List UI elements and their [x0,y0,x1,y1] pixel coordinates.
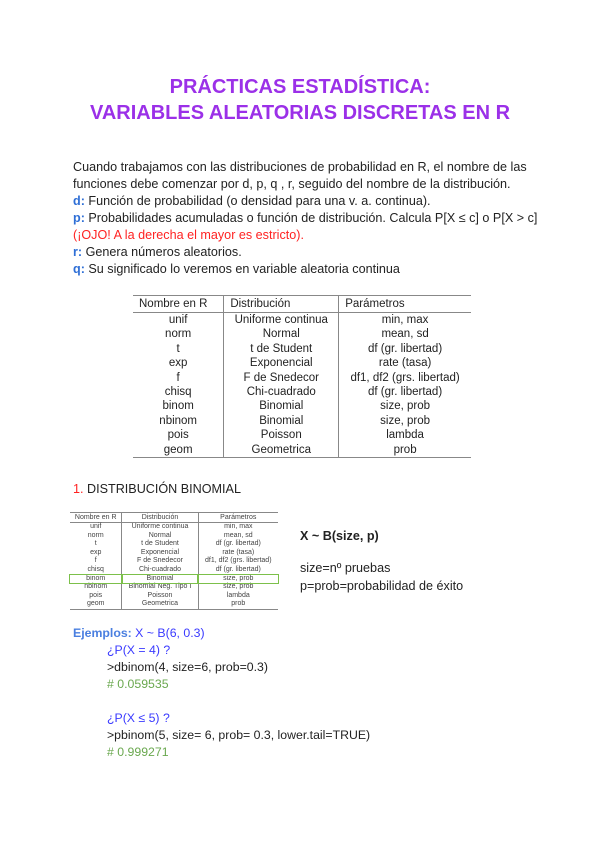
table-cell: unif [90,523,102,530]
table-cell: F de Snedecor [122,557,198,566]
table-row [70,549,278,558]
table-row [133,443,471,458]
column-header: Nombre en R [70,513,122,523]
table-cell: t de Student [122,540,198,549]
table-cell: Uniforme continua [224,313,339,328]
table-cell: exp [168,357,188,370]
p-label: p: [73,211,85,225]
table-row [70,600,278,609]
binomial-formula: X ~ B(size, p) [300,529,379,543]
table-cell: min, max [198,523,278,532]
table-cell: size, prob [198,583,278,592]
table-cell: geom [86,600,105,608]
table-cell: F de Snedecor [224,371,339,385]
table-cell: Binomial [224,399,339,413]
examples-heading [73,626,205,640]
table-cell: lambda [198,592,278,601]
table-cell: min, max [339,313,471,328]
table-cell: pois [167,429,189,442]
distributions-table [133,295,471,458]
table-cell: Binomial [122,575,198,584]
table-row [133,414,471,428]
examples-dist: X ~ B(6, 0.3) [131,626,205,640]
p-param-definition: p=prob=probabilidad de éxito [300,579,464,593]
table-cell: Exponencial [224,356,339,370]
p-text: Probabilidades acumuladas o función de distribución. Calcula P[X ≤ c] o P[X > c] [84,211,538,225]
table-row [133,399,471,413]
table-cell: nbinom [84,583,108,591]
table-cell: df (gr. libertad) [198,566,278,575]
table-cell: binom [162,400,194,413]
table-cell: geom [163,443,193,456]
table-row [70,532,278,541]
table-cell: Binomial Neg. Tipo I [122,583,198,592]
table-cell: lambda [339,428,471,442]
table-cell: df (gr. libertad) [339,342,471,356]
table-row [133,371,471,385]
section-heading [73,481,241,499]
distributions-table-small [70,512,278,610]
example-1-code: >dbinom(4, size=6, prob=0.3) [107,660,268,674]
size-definition: size=nº pruebas [300,561,391,575]
column-header: Nombre en R [133,296,224,313]
table-cell: prob [339,443,471,458]
title-line-1: PRÁCTICAS ESTADÍSTICA: [169,76,431,98]
table-cell: f [176,371,180,384]
d-text: Función de probabilidad (o densidad para una v. a. continua). [84,194,431,208]
d-definition [73,193,431,211]
table-cell: f [94,557,97,565]
column-header: Distribución [122,513,198,523]
table-row [133,385,471,399]
r-definition [73,244,242,262]
example-1-question: ¿P(X = 4) ? [107,643,171,657]
example-2-result: # 0.999271 [107,745,169,759]
table-cell: Binomial [224,414,339,428]
table-cell: exp [90,548,102,556]
column-header: Distribución [224,296,339,313]
table-cell: rate (tasa) [198,549,278,558]
column-header: Parámetros [198,513,278,523]
table-cell: t de Student [224,342,339,356]
example-2-question: ¿P(X ≤ 5) ? [107,711,170,725]
table-cell: df (gr. libertad) [339,385,471,399]
table-cell: mean, sd [198,532,278,541]
q-text: Su significado lo veremos en variable aleatoria continua [84,262,400,276]
table-cell: chisq [164,386,192,399]
section-title: DISTRIBUCIÓN BINOMIAL [83,482,241,496]
table-cell: Exponencial [122,549,198,558]
table-row [70,575,278,584]
table-cell: t [94,540,97,548]
table-row [70,592,278,601]
table-cell: pois [89,591,103,599]
table-row [70,566,278,575]
table-cell: t [176,342,180,355]
table-row [70,523,278,532]
table-cell: df1, df2 (grs. libertad) [198,557,278,566]
table-cell: df (gr. libertad) [198,540,278,549]
table-cell: unif [168,314,188,326]
table-cell: size, prob [339,414,471,428]
table-cell: norm [87,531,104,539]
q-definition [73,261,400,279]
table-row [133,356,471,370]
title-line-2: VARIABLES ALEATORIAS DISCRETAS EN R [89,102,511,124]
table-row [133,327,471,341]
table-cell: nbinom [159,414,198,427]
column-header: Parámetros [339,296,471,313]
examples-label: Ejemplos: [73,626,132,640]
p-definition [73,210,537,228]
r-text: Genera números aleatorios. [82,245,242,259]
table-cell: Geometrica [224,443,339,458]
table-cell: mean, sd [339,327,471,341]
table-cell: Geometrica [122,600,198,609]
table-row [133,313,471,328]
table-cell: Chi-cuadrado [122,566,198,575]
table-cell: Normal [224,327,339,341]
table-row [70,583,278,592]
table-row [70,540,278,549]
table-cell: binom [70,575,122,584]
section-number: 1. [73,482,84,496]
table-row [70,557,278,566]
table-cell: Uniforme continua [122,523,198,532]
d-label: d: [73,194,85,208]
table-cell: norm [165,328,192,341]
table-cell: rate (tasa) [339,356,471,370]
intro-line-2: funciones debe comenzar por d, p, q , r, seguido del nombre de la distribución. [73,177,511,191]
table-row [133,342,471,356]
warning-text: (¡OJO! A la derecha el mayor es estricto). [73,228,304,242]
table-cell: Normal [122,532,198,541]
table-cell: Chi-cuadrado [224,385,339,399]
table-cell: chisq [87,565,104,573]
table-cell: size, prob [339,399,471,413]
table-row [133,428,471,442]
table-cell: Poisson [224,428,339,442]
table-cell: size, prob [198,575,278,584]
q-label: q: [73,262,85,276]
r-label: r: [73,245,83,259]
intro-line-1: Cuando trabajamos con las distribuciones de probabilidad en R, el nombre de las [73,160,527,174]
example-1-result: # 0.059535 [107,677,169,691]
table-cell: prob [198,600,278,609]
table-cell: df1, df2 (grs. libertad) [339,371,471,385]
example-2-code: >pbinom(5, size= 6, prob= 0.3, lower.tail=TRUE) [107,728,371,742]
table-cell: Poisson [122,592,198,601]
